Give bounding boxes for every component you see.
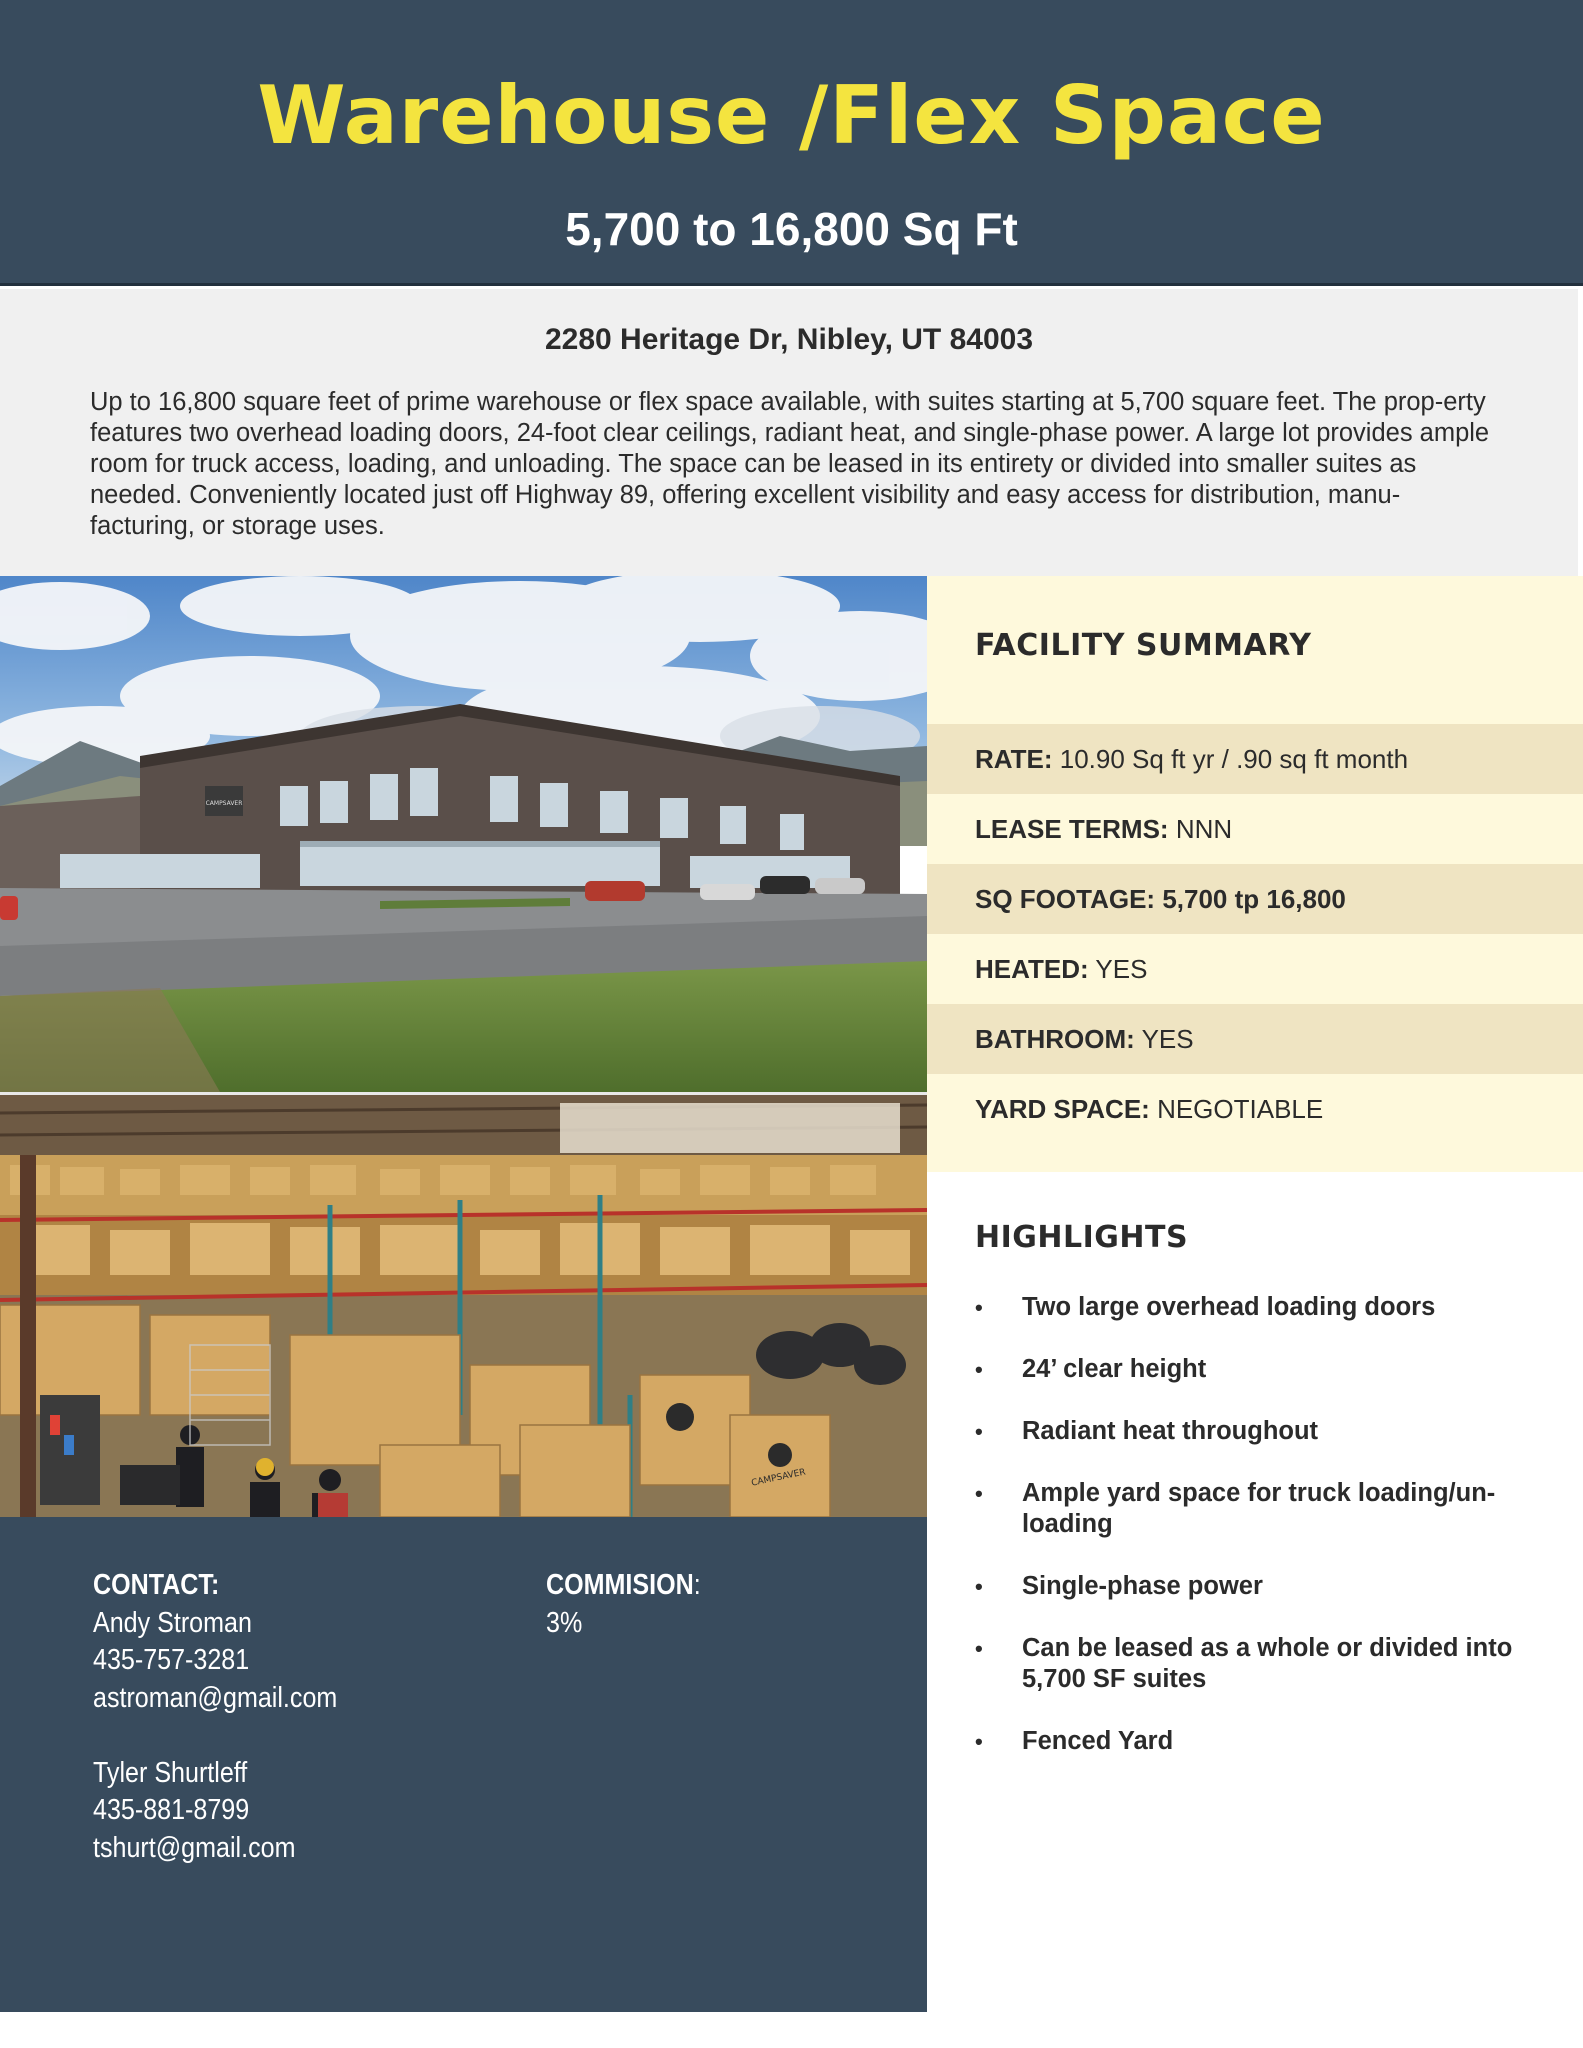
commission-column bbox=[546, 1567, 701, 1642]
highlight-item bbox=[975, 1292, 1555, 1323]
facility-summary-panel bbox=[927, 576, 1583, 1172]
summary-row-heated bbox=[927, 934, 1583, 1004]
summary-label: RATE: bbox=[975, 744, 1053, 774]
summary-value: YES bbox=[1141, 1024, 1194, 1054]
summary-value: 5,700 tp 16,800 bbox=[1162, 884, 1346, 914]
contact-name: Andy Stroman bbox=[93, 1606, 252, 1639]
highlight-item bbox=[975, 1416, 1555, 1447]
facility-summary-title: FACILITY SUMMARY bbox=[975, 628, 1312, 663]
commission-colon: : bbox=[693, 1569, 701, 1601]
summary-row-yard-space bbox=[927, 1074, 1583, 1144]
contact-spacer bbox=[93, 1717, 337, 1755]
highlight-text: Radiant heat throughout bbox=[1022, 1417, 1319, 1445]
summary-label: HEATED: bbox=[975, 954, 1089, 984]
highlight-item bbox=[975, 1354, 1555, 1385]
bullet-icon: • bbox=[975, 1419, 983, 1444]
highlight-item bbox=[975, 1571, 1555, 1602]
property-description: Up to 16,800 square feet of prime warehouse or flex space available, with suites starting at 5,700 square feet. The prop-erty features two overhead loading doors, 24-foot clear ceilings, radiant heat, and single-phase power. A large lot provides ample room for truck access, loading, and unloading. The space can be leased in its entirety or divided into smaller suites as needed. Conveniently located just off Highway 89, offering excellent visibility and easy access for distribution, manu-facturing, or storage uses. bbox=[90, 388, 1490, 540]
summary-row-lease-terms bbox=[927, 794, 1583, 864]
contact-panel bbox=[0, 1517, 927, 2012]
building-exterior-photo bbox=[0, 576, 927, 1092]
bullet-icon: • bbox=[975, 1574, 983, 1599]
bullet-icon: • bbox=[975, 1357, 983, 1382]
bullet-icon: • bbox=[975, 1295, 983, 1320]
bullet-icon: • bbox=[975, 1729, 983, 1754]
contact-heading: CONTACT: bbox=[93, 1569, 220, 1601]
bullet-icon: • bbox=[975, 1636, 983, 1661]
intro-section bbox=[0, 289, 1578, 576]
summary-label: LEASE TERMS: bbox=[975, 814, 1169, 844]
page-title: Warehouse /Flex Space bbox=[257, 69, 1326, 162]
summary-row-sq-footage bbox=[927, 864, 1583, 934]
summary-label: YARD SPACE: bbox=[975, 1094, 1150, 1124]
contact-email-link[interactable]: astroman@gmail.com bbox=[93, 1681, 338, 1714]
highlight-text: Ample yard space for truck loading/un-loading bbox=[1022, 1479, 1496, 1538]
property-address: 2280 Heritage Dr, Nibley, UT 84003 bbox=[544, 323, 1034, 356]
contact-column bbox=[93, 1567, 337, 1867]
warehouse-interior-photo bbox=[0, 1095, 927, 1517]
summary-value: 10.90 Sq ft yr / .90 sq ft month bbox=[1059, 744, 1409, 774]
summary-label: SQ FOOTAGE: bbox=[975, 884, 1156, 914]
summary-row-bathroom bbox=[927, 1004, 1583, 1074]
summary-value: NEGOTIABLE bbox=[1157, 1094, 1324, 1124]
summary-value: YES bbox=[1095, 954, 1148, 984]
highlight-text: Can be leased as a whole or divided into 5,700 SF suites bbox=[1022, 1634, 1513, 1693]
bullet-icon: • bbox=[975, 1481, 983, 1506]
svg-text:CAMPSAVER: CAMPSAVER bbox=[750, 1467, 807, 1489]
commission-value: 3% bbox=[546, 1606, 583, 1639]
summary-label: BATHROOM: bbox=[975, 1024, 1135, 1054]
summary-row-rate bbox=[927, 724, 1583, 794]
highlights-list bbox=[975, 1292, 1555, 1788]
commission-heading bbox=[546, 1567, 701, 1605]
summary-value: NNN bbox=[1175, 814, 1233, 844]
highlight-text: Single-phase power bbox=[1022, 1572, 1263, 1600]
contact-phone-link[interactable]: 435-881-8799 bbox=[93, 1794, 250, 1826]
highlight-text: Two large overhead loading doors bbox=[1022, 1293, 1436, 1321]
highlight-item bbox=[975, 1478, 1555, 1540]
highlight-text: Fenced Yard bbox=[1022, 1727, 1174, 1755]
header-banner bbox=[0, 0, 1583, 286]
highlights-section bbox=[927, 1172, 1583, 2012]
highlight-text: 24’ clear height bbox=[1022, 1355, 1207, 1383]
contact-email-link[interactable]: tshurt@gmail.com bbox=[93, 1831, 296, 1864]
contact-phone-link[interactable]: 435-757-3281 bbox=[93, 1644, 250, 1676]
commission-heading-label: COMMISION bbox=[546, 1569, 694, 1601]
contact-name: Tyler Shurtleff bbox=[93, 1756, 248, 1789]
highlight-item bbox=[975, 1726, 1555, 1757]
highlights-title: HIGHLIGHTS bbox=[975, 1220, 1189, 1255]
highlight-item bbox=[975, 1633, 1555, 1695]
svg-text:CAMPSAVER: CAMPSAVER bbox=[205, 800, 243, 807]
page-subtitle: 5,700 to 16,800 Sq Ft bbox=[565, 203, 1018, 255]
